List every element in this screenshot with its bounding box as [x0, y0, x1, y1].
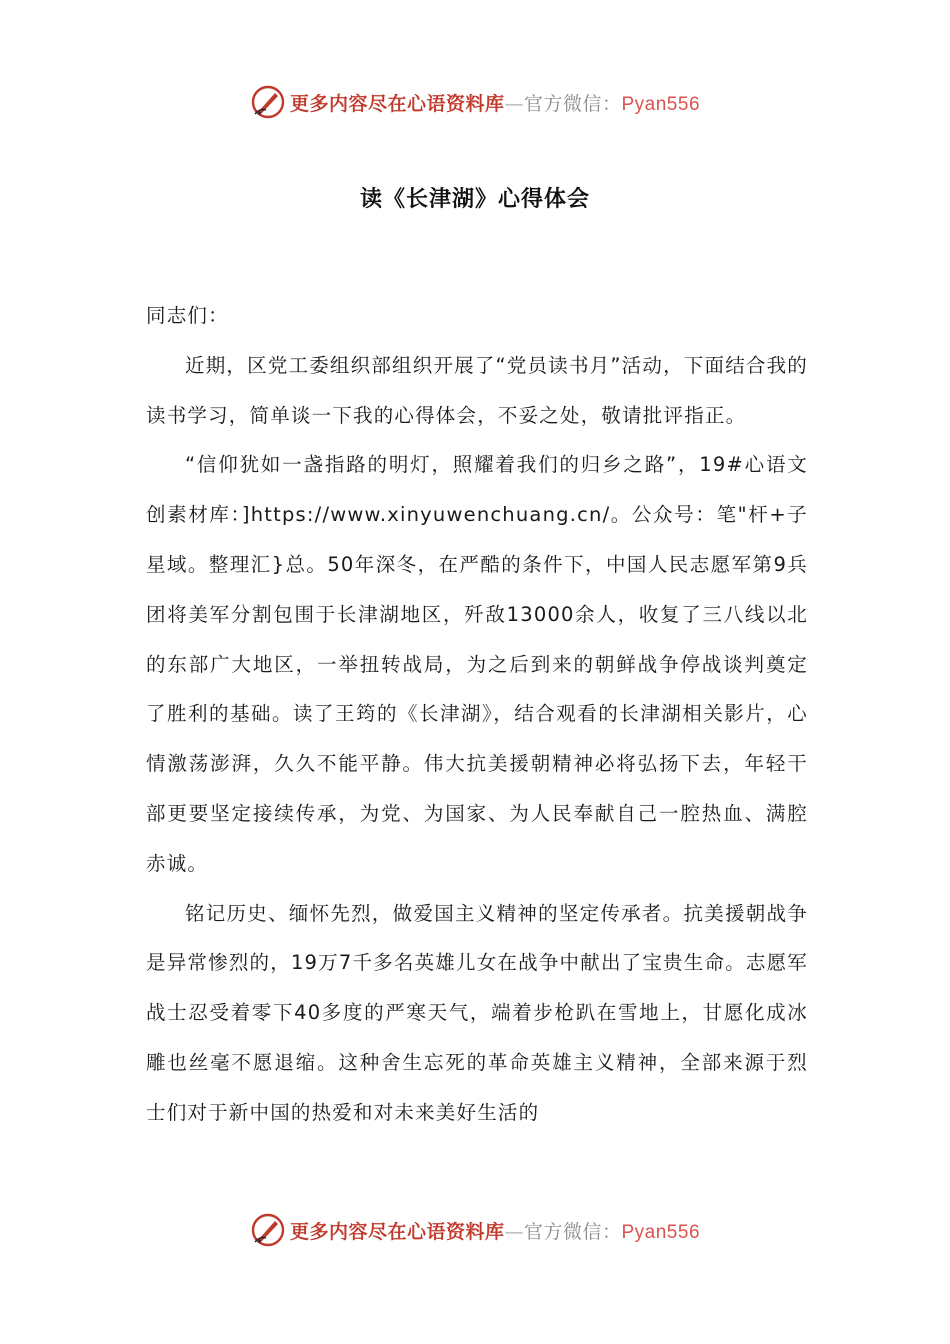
- banner-dash: —: [504, 92, 524, 115]
- paragraph-2: “信仰犹如一盏指路的明灯，照耀着我们的归乡之路”，19#心语文创素材库：]https://www.xinyuwenchuang.cn/。公众号：笔"杆+子星域。整理汇}总。50年深冬，在严酷的条件下，中国人民志愿军第9兵团将美军分割包围于长津湖地区，歼敌13000余人，收复了三八线以北的东部广大地区，一举扭转战局，为之后到来的朝鲜战争停战谈判奠定了胜利的基础。读了王筠的《长津湖》，结合观看的长津湖相关影片，心情激荡澎湃，久久不能平静。伟大抗美援朝精神必将弘扬下去，年轻干部更要坚定接续传承，为党、为国家、为人民奉献自己一腔热血、满腔赤诚。: [146, 453, 808, 875]
- banner-wechat-id: Pyan556: [621, 93, 701, 115]
- document-body: [146, 291, 808, 1138]
- paragraph-1: 近期，区党工委组织部组织开展了“党员读书月”活动，下面结合我的读书学习，简单谈一下我的心得体会，不妥之处，敬请批评指正。: [146, 353, 808, 427]
- paragraph-3: 铭记历史、缅怀先烈，做爱国主义精神的坚定传承者。抗美援朝战争是异常惨烈的，19万7千多名英雄儿女在战争中献出了宝贵生命。志愿军战士忍受着零下40多度的严寒天气，端着步枪趴在雪地上，甘愿化成冰雕也丝毫不愿退缩。这种舍生忘死的革命英雄主义精神，全部来源于烈士们对于新中国的热爱和对未来美好生活的: [146, 901, 808, 1124]
- pen-in-circle-icon: [250, 1212, 286, 1248]
- footer-banner-text: [290, 1217, 700, 1244]
- pen-in-circle-icon: [250, 84, 286, 120]
- banner-wechat-id: Pyan556: [621, 1221, 701, 1243]
- banner-site-text: 更多内容尽在心语资料库: [289, 1220, 505, 1243]
- salutation: 同志们：: [146, 304, 229, 327]
- banner-dash: —: [504, 1220, 524, 1243]
- header-banner: [0, 82, 950, 122]
- header-banner-text: [290, 89, 700, 116]
- document-title: 读《长津湖》心得体会: [359, 187, 590, 212]
- banner-wechat-label: 官方微信：: [523, 92, 622, 115]
- footer-banner: [0, 1210, 950, 1250]
- banner-site-text: 更多内容尽在心语资料库: [289, 92, 505, 115]
- banner-wechat-label: 官方微信：: [523, 1220, 622, 1243]
